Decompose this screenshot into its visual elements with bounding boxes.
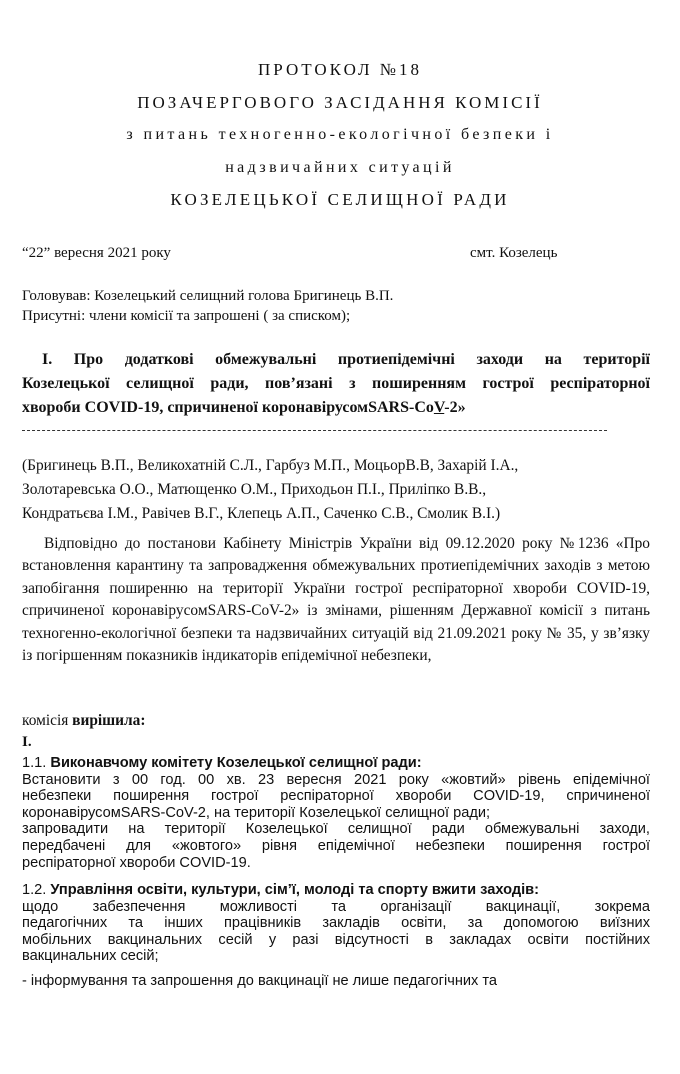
intro-paragraph: Відповідно до постанови Кабінету Міністрів України від 09.12.2020 року №1236 «Про встановлення карантину та запровадження обмежувальних протиепідемічних заходів з метою запобігання поширенню на території України гострої респіраторної хвороби COVID-19, спричиненої коронавірусомSARS-CoV-2» із змінами, рішенням Державної комісії з питань техногенно-екологічної безпеки та надзвичайних ситуацій від 21.09.2021 року № 35, у зв’язку із погіршенням показників індикаторів епідемічної небезпеки, bbox=[22, 535, 650, 665]
meeting-type-title: ПОЗАЧЕРГОВОГО ЗАСІДАННЯ КОМІСІЇ bbox=[137, 93, 543, 112]
item-1-2-text: - інформування та запрошення до вакцинації не лише педагогічних та bbox=[22, 972, 498, 989]
item-1-1-text: передбачені для «жовтого» рівня епідемічної небезпеки поширення гострої bbox=[22, 837, 650, 854]
chairperson-line: Головував: Козелецький селищний голова Бригинець В.П. bbox=[22, 288, 394, 304]
item-1-1-title: 1.1. Виконавчому комітету Козелецької селищної ради: bbox=[22, 755, 422, 771]
protocol-number-title: ПРОТОКОЛ №18 bbox=[258, 60, 422, 79]
item-1-2-title: 1.2. Управління освіти, культури, сім’ї, молоді та спорту вжити заходів: bbox=[22, 882, 539, 898]
section-heading-line2: Козелецької селищної ради, пов’язані з поширенням гострої респіраторної bbox=[22, 375, 650, 392]
item-1-1-text: респіраторної хвороби COVID-19. bbox=[22, 854, 251, 871]
commission-subject-line1: з питань техногенно-екологічної безпеки і bbox=[126, 126, 554, 143]
commission-subject-line2: надзвичайних ситуацій bbox=[225, 159, 455, 176]
item-1-1 bbox=[22, 755, 650, 871]
speakers-line3: Кондратьєва І.М., Равічев В.Г., Клепець А.П., Саченко С.В., Смолик В.І.) bbox=[22, 505, 501, 522]
item-1-2-text: мобільних вакцинальних сесій у разі відсутності в закладах освіти постійних bbox=[22, 931, 650, 948]
item-1-2-text: педагогічних та інших працівників закладів освіти, за допомогою виїзних bbox=[22, 915, 650, 932]
item-1-2-text: щодо забезпечення можливості та організації вакцинації, зокрема bbox=[22, 898, 650, 915]
item-1-1-text: коронавірусомSARS-CoV-2, на території Козелецької селищної ради; bbox=[22, 804, 491, 821]
speakers-line2: Золотаревська О.О., Матющенко О.М., Приходьон П.І., Приліпко В.В., bbox=[22, 481, 487, 498]
section-heading bbox=[22, 348, 650, 420]
meeting-date: “22” вересня 2021 року bbox=[22, 245, 171, 261]
attendees-line: Присутні: члени комісії та запрошені ( за списком); bbox=[22, 308, 351, 324]
speakers-list bbox=[22, 454, 650, 526]
decision-line: комісія вирішила: bbox=[22, 712, 146, 729]
item-1-1-text: Встановити з 00 год. 00 хв. 23 вересня 2021 року «жовтий» рівень епідемічної bbox=[22, 771, 650, 788]
roman-numeral-one: I. bbox=[22, 734, 32, 750]
item-1-2 bbox=[22, 882, 650, 990]
section-heading-line3: хвороби COVID-19, спричиненої коронавірусомSARS-CoV-2» bbox=[22, 399, 466, 416]
speakers-line1: (Бригинець В.П., Великохатній С.Л., Гарбуз М.П., МоцьорВ.В, Захарій І.А., bbox=[22, 457, 519, 474]
section-divider bbox=[22, 430, 607, 431]
meeting-place: смт. Козелець bbox=[470, 245, 558, 261]
item-1-2-text: вакцинальних сесій; bbox=[22, 948, 159, 965]
item-1-1-text: запровадити на території Козелецької селищної ради обмежувальні заходи, bbox=[22, 821, 650, 838]
section-heading-line1: I. Про додаткові обмежувальні протиепідемічні заходи на території bbox=[42, 351, 650, 368]
council-name-title: КОЗЕЛЕЦЬКОЇ СЕЛИЩНОЇ РАДИ bbox=[170, 190, 510, 209]
item-1-1-text: небезпеки поширення гострої респіраторної хвороби COVID-19, спричиненої bbox=[22, 788, 650, 805]
